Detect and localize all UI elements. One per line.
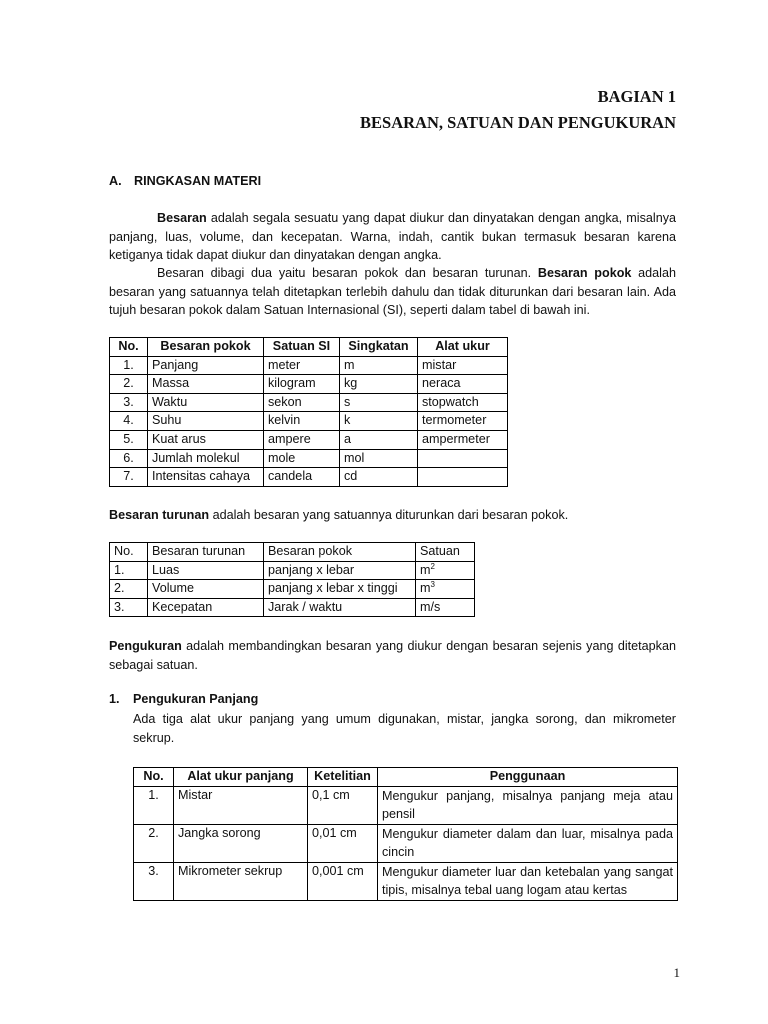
- cell-besaran-pokok: panjang x lebar x tinggi: [264, 580, 416, 599]
- cell-penggunaan: Mengukur diameter dalam dan luar, misalnya pada cincin: [378, 824, 678, 862]
- table-row: [110, 356, 508, 375]
- table-row: [110, 598, 475, 617]
- col-header: No.: [110, 338, 148, 357]
- table-row: [110, 449, 508, 468]
- table-row: [134, 862, 678, 900]
- table-header-row: [110, 543, 475, 562]
- chapter-label: BAGIAN 1: [597, 87, 676, 106]
- unit-base: m/s: [420, 599, 441, 614]
- section-number: A.: [109, 174, 122, 188]
- cell-besaran-pokok: Jarak / waktu: [264, 598, 416, 617]
- cell-alat-ukur: Jangka sorong: [174, 824, 308, 862]
- table-row: [110, 430, 508, 449]
- cell-satuan: [416, 598, 475, 617]
- cell-alat-ukur: mistar: [418, 356, 508, 375]
- cell-alat-ukur: stopwatch: [418, 393, 508, 412]
- cell-no: 5.: [110, 430, 148, 449]
- cell-satuan: sekon: [264, 393, 340, 412]
- table-row: [110, 375, 508, 394]
- col-header: Besaran pokok: [148, 338, 264, 357]
- intro-paragraph-1: [109, 209, 676, 265]
- section-title: RINGKASAN MATERI: [134, 174, 262, 188]
- cell-no: 1.: [110, 561, 148, 580]
- cell-no: 3.: [110, 598, 148, 617]
- table-row: [110, 468, 508, 487]
- table-row: [110, 561, 475, 580]
- table-row: [134, 786, 678, 824]
- term-pengukuran: Pengukuran: [109, 639, 182, 653]
- cell-singkatan: mol: [340, 449, 418, 468]
- turunan-paragraph: [109, 506, 676, 525]
- table-alat-ukur-panjang: [133, 767, 678, 901]
- col-header: Ketelitian: [308, 768, 378, 787]
- cell-no: 3.: [110, 393, 148, 412]
- term-besaran-turunan: Besaran turunan: [109, 508, 210, 522]
- cell-besaran: Panjang: [148, 356, 264, 375]
- section-heading: [109, 174, 261, 188]
- cell-singkatan: a: [340, 430, 418, 449]
- cell-satuan: mole: [264, 449, 340, 468]
- cell-satuan: [416, 561, 475, 580]
- cell-no: 2.: [110, 375, 148, 394]
- cell-besaran: Intensitas cahaya: [148, 468, 264, 487]
- cell-alat-ukur: Mikrometer sekrup: [174, 862, 308, 900]
- cell-alat-ukur: Mistar: [174, 786, 308, 824]
- pengukuran-paragraph: [109, 637, 676, 674]
- cell-no: 6.: [110, 449, 148, 468]
- cell-ketelitian: 0,001 cm: [308, 862, 378, 900]
- cell-no: 4.: [110, 412, 148, 431]
- col-header: Alat ukur panjang: [174, 768, 308, 787]
- cell-alat-ukur: ampermeter: [418, 430, 508, 449]
- col-header: Penggunaan: [378, 768, 678, 787]
- pengukuran-text: adalah membandingkan besaran yang diukur dengan besaran sejenis yang ditetapkan sebagai satuan.: [109, 639, 676, 672]
- col-header: No.: [110, 543, 148, 562]
- col-header: Satuan: [416, 543, 475, 562]
- cell-singkatan: m: [340, 356, 418, 375]
- cell-no: 7.: [110, 468, 148, 487]
- cell-satuan: candela: [264, 468, 340, 487]
- cell-besaran: Waktu: [148, 393, 264, 412]
- table-row: [110, 412, 508, 431]
- unit-exponent: 3: [430, 580, 435, 589]
- col-header: Alat ukur: [418, 338, 508, 357]
- cell-alat-ukur: termometer: [418, 412, 508, 431]
- table-header-row: [134, 768, 678, 787]
- chapter-title: BESARAN, SATUAN DAN PENGUKURAN: [360, 113, 676, 132]
- cell-no: 2.: [134, 824, 174, 862]
- page-number: 1: [673, 965, 680, 980]
- table-besaran-turunan: [109, 542, 475, 617]
- unit-base: m: [420, 581, 431, 596]
- cell-besaran-turunan: Luas: [148, 561, 264, 580]
- cell-besaran: Suhu: [148, 412, 264, 431]
- cell-penggunaan: Mengukur diameter luar dan ketebalan yang sangat tipis, misalnya tebal uang logam atau kertas: [378, 862, 678, 900]
- cell-ketelitian: 0,01 cm: [308, 824, 378, 862]
- cell-penggunaan: Mengukur panjang, misalnya panjang meja atau pensil: [378, 786, 678, 824]
- cell-singkatan: cd: [340, 468, 418, 487]
- table-row: [134, 824, 678, 862]
- col-header: No.: [134, 768, 174, 787]
- term-besaran-pokok: Besaran pokok: [537, 266, 632, 280]
- cell-besaran-pokok: panjang x lebar: [264, 561, 416, 580]
- intro-paragraph-2: [109, 264, 676, 320]
- cell-alat-ukur: [418, 449, 508, 468]
- table-header-row: [110, 338, 508, 357]
- intro-paragraph-2-text: adalah besaran yang satuannya telah ditetapkan terlebih dahulu dan tidak diturunkan dari besaran lain. Ada tujuh besaran pokok dalam Satuan Internasional (SI), seperti dalam tabel di bawah ini.: [109, 266, 676, 317]
- col-header: Besaran pokok: [264, 543, 416, 562]
- col-header: Singkatan: [340, 338, 418, 357]
- cell-besaran-turunan: Kecepatan: [148, 598, 264, 617]
- subsection-number: 1.: [109, 692, 120, 706]
- cell-besaran: Jumlah molekul: [148, 449, 264, 468]
- cell-besaran: Massa: [148, 375, 264, 394]
- cell-satuan: meter: [264, 356, 340, 375]
- turunan-text: adalah besaran yang satuannya diturunkan dari besaran pokok.: [209, 508, 569, 522]
- table-row: [110, 580, 475, 599]
- cell-satuan: kelvin: [264, 412, 340, 431]
- unit-exponent: 2: [430, 561, 435, 571]
- cell-no: 2.: [110, 580, 148, 599]
- cell-singkatan: k: [340, 412, 418, 431]
- col-header: Satuan SI: [264, 338, 340, 357]
- cell-no: 1.: [110, 356, 148, 375]
- cell-satuan: kilogram: [264, 375, 340, 394]
- unit-base: m: [420, 562, 431, 577]
- cell-singkatan: s: [340, 393, 418, 412]
- cell-singkatan: kg: [340, 375, 418, 394]
- table-row: [110, 393, 508, 412]
- intro-paragraph-2-lead: Besaran dibagi dua yaitu besaran pokok dan besaran turunan.: [157, 266, 538, 280]
- table-besaran-pokok: [109, 337, 508, 487]
- subsection-paragraph: Ada tiga alat ukur panjang yang umum digunakan, mistar, jangka sorong, dan mikrometer sekrup.: [133, 712, 676, 745]
- cell-ketelitian: 0,1 cm: [308, 786, 378, 824]
- col-header: Besaran turunan: [148, 543, 264, 562]
- cell-besaran-turunan: Volume: [148, 580, 264, 599]
- cell-satuan: [416, 580, 475, 599]
- cell-besaran: Kuat arus: [148, 430, 264, 449]
- term-besaran: Besaran: [157, 211, 207, 225]
- cell-alat-ukur: neraca: [418, 375, 508, 394]
- cell-satuan: ampere: [264, 430, 340, 449]
- cell-no: 1.: [134, 786, 174, 824]
- subsection-title: Pengukuran Panjang: [133, 692, 259, 706]
- cell-alat-ukur: [418, 468, 508, 487]
- cell-no: 3.: [134, 862, 174, 900]
- subsection-heading: [109, 692, 258, 706]
- intro-paragraph-1-text: adalah segala sesuatu yang dapat diukur dan dinyatakan dengan angka, misalnya panjang, luas, volume, dan kecepatan. Warna, indah, cantik bukan termasuk besaran karena ketiganya tidak dapat diukur dan dinyatakan dengan angka.: [109, 211, 676, 262]
